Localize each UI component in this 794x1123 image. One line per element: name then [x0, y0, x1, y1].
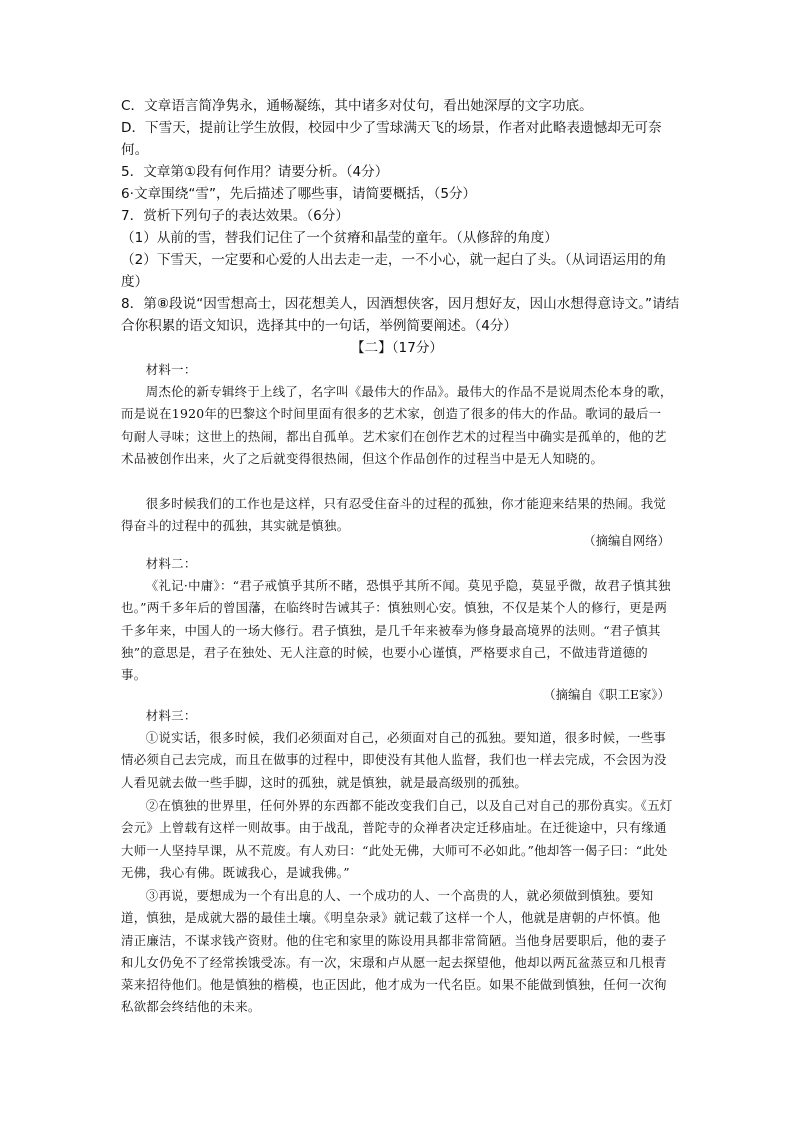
- question-5: 5．文章第①段有何作用？请要分析。（4分）: [121, 164, 389, 180]
- question-7-item-1: （1）从前的雪，替我们记住了一个贫瘠和晶莹的童年。（从修辞的角度）: [121, 230, 558, 246]
- option-c: C．文章语言简净隽永，通畅凝练，其中诸多对仗句，看出她深厚的文字功底。: [121, 98, 593, 114]
- material-1-paragraph-2: 很多时候我们的工作也是这样，只有忍受住奋斗的过程的孤独，你才能迎来结果的热闹。我觉得奋斗的过程中的孤独，其实就是慎独。: [121, 496, 667, 534]
- material-1-paragraph-1: 周杰伦的新专辑终于上线了，名字叫《最伟大的作品》。最伟大的作品不是说周杰伦本身的歌，而是说在1920年的巴黎这个时间里面有很多的艺术家，创造了很多的伟大的作品。歌词的最后一句耐人寻味；这世上的热闹，都出自孤单。艺术家们在创作艺术的过程当中确实是孤单的，他的艺术品被创作出来，火了之后就变得很热闹，但这个作品创作的过程当中是无人知晓的。: [121, 384, 673, 466]
- material-2-source: （摘编自《职工E家》）: [543, 687, 670, 702]
- question-7: 7．赏析下列句子的表达效果。（6分）: [121, 208, 349, 224]
- option-d: D．下雪天，提前让学生放假，校园中少了雪球满天飞的场景，作者对此略表遗憾却无可奈何。: [121, 120, 662, 158]
- material-3-label: 材料三：: [145, 708, 197, 723]
- section-heading: 【二】（17分）: [350, 340, 444, 356]
- question-6: 6·文章围绕“雪”，先后描述了哪些事，请简要概括，（5分）: [121, 186, 477, 202]
- material-1-label: 材料一：: [145, 362, 197, 377]
- question-7-item-2: （2）下雪天，一定要和心爱的人出去走一走，一不小心，就一起白了头。（从词语运用的角度）: [121, 252, 667, 290]
- material-1-source: （摘编自网络）: [583, 533, 670, 548]
- material-3-paragraph-3: ③再说，要想成为一个有出息的人、一个成功的人、一个高贵的人，就必须做到慎独。要知道，慎独，是成就大器的最佳土壤。《明皇杂录》就记载了这样一个人，他就是唐朝的卢怀慎。他清正廉洁，不谋求钱产资财。他的住宅和家里的陈设用具都非常简陋。当他身居要职后，他的妻子和儿女仍免不了经常挨饿受冻。有一次，宋璟和卢从愿一起去探望他，他却以两瓦盆蒸豆和几根青菜来招待他们。他是慎独的楷模，也正因此，他才成为一代名臣。如果不能做到慎独，任何一次徇私欲都会终结他的未来。: [121, 888, 667, 1015]
- question-8: 8．第⑧段说“因雪想高士，因花想美人，因酒想侠客，因月想好友，因山水想得意诗文。”请结合你积累的语文知识，选择其中的一句话，举例简要阐述。（4分）: [121, 296, 680, 334]
- material-3-paragraph-2: ②在慎独的世界里，任何外界的东西都不能改变我们自己，以及自己对自己的那份真实。《五灯会元》上曾载有这样一则故事。由于战乱，普陀寺的众禅者决定迁移庙址。在迁徙途中，只有缘通大师一人坚持早课，从不荒废。有人劝曰：“此处无佛，大师可不必如此。”他却答一偈子曰：“此处无佛，我心有佛。既诚我心，是诚我佛。”: [121, 798, 673, 880]
- material-2-label: 材料二：: [145, 556, 197, 571]
- material-3-paragraph-1: ①说实话，很多时候，我们必须面对自己，必须面对自己的孤独。要知道，很多时候，一些事情必须自己去完成，而且在做事的过程中，即使没有其他人监督，我们也一样去完成，不会因为没人看见就去做一些手脚，这时的孤独，就是慎独，就是最高级别的孤独。: [121, 730, 667, 790]
- material-2-paragraph-1: 《礼记·中庸》：“君子戒慎乎其所不睹，恐惧乎其所不闻。莫见乎隐，莫显乎微，故君子慎其独也。”两千多年后的曾国藩，在临终时告诫其子：慎独则心安。慎独，不仅是某个人的修行，更是两千多年来，中国人的一场大修行。君子慎独，是几千年来被奉为修身最高境界的法则。“君子慎其独”的意思是，君子在独处、无人注意的时候，也要小心谨慎，严格要求自己，不做违背道德的事。: [121, 578, 671, 683]
